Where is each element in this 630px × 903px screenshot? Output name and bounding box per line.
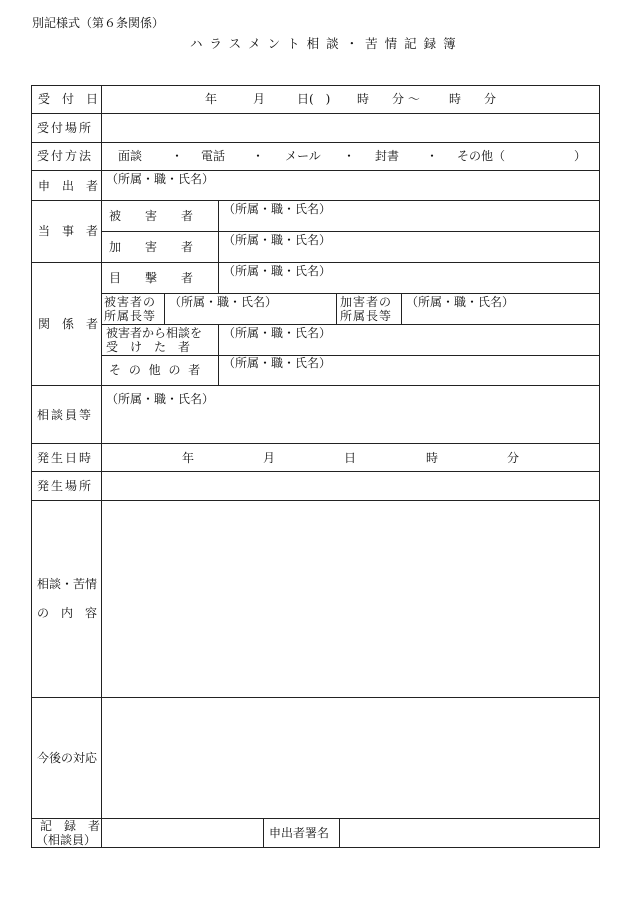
reception-time-minute-start: 分 ～	[392, 92, 420, 106]
related-persons-label: 関 係 者	[38, 317, 99, 331]
recorder-label: 記 録 者	[40, 819, 101, 833]
parties-label: 当 事 者	[38, 224, 99, 238]
applicant-signature-label: 申出者署名	[269, 826, 330, 840]
future-response-label: 今後の対応	[37, 751, 98, 765]
occurrence-place-label: 発生場所	[37, 479, 94, 493]
complaint-content-label: 相談・苦情	[37, 577, 98, 591]
victim-supervisor-label: 被害者の	[104, 295, 157, 309]
consulted-person-field-hint[interactable]: （所属・職・氏名）	[223, 326, 332, 340]
witness-field-hint[interactable]: （所属・職・氏名）	[223, 264, 332, 278]
victim-supervisor-label: 所属長等	[104, 309, 157, 323]
method-option-email[interactable]: メール	[285, 149, 321, 163]
complaint-content-label: の 内 容	[37, 606, 98, 620]
reception-place-field[interactable]	[102, 114, 599, 141]
occurrence-year: 年	[182, 451, 195, 465]
applicant-signature-field[interactable]	[340, 819, 599, 847]
recorder-field[interactable]	[102, 819, 262, 847]
reception-time-hour-end: 時	[449, 92, 462, 106]
reception-date-year: 年	[205, 92, 218, 106]
method-separator: ・	[252, 149, 265, 163]
perpetrator-label: 加 害 者	[109, 240, 194, 254]
applicant-field-hint[interactable]: （所属・職・氏名）	[106, 172, 215, 186]
method-other-close-paren: ）	[574, 149, 587, 163]
counselor-field-hint[interactable]: （所属・職・氏名）	[106, 392, 215, 406]
complaint-content-field[interactable]	[102, 501, 599, 696]
occurrence-month: 月	[263, 451, 276, 465]
consulted-person-label: 被害者から相談を	[106, 326, 203, 340]
victim-field-hint[interactable]: （所属・職・氏名）	[223, 202, 332, 216]
form-reference: 別記様式（第６条関係）	[32, 16, 165, 30]
witness-label: 目 撃 者	[109, 271, 194, 285]
occurrence-place-field[interactable]	[102, 472, 599, 499]
other-persons-field-hint[interactable]: （所属・職・氏名）	[223, 356, 332, 370]
reception-date-day: 日( )	[297, 92, 331, 106]
perpetrator-field-hint[interactable]: （所属・職・氏名）	[223, 233, 332, 247]
method-option-face-to-face[interactable]: 面談	[118, 149, 143, 163]
reception-place-label: 受付場所	[37, 121, 94, 135]
method-option-phone[interactable]: 電話	[201, 149, 226, 163]
method-separator: ・	[426, 149, 439, 163]
occurrence-hour: 時	[426, 451, 439, 465]
perpetrator-supervisor-field-hint[interactable]: （所属・職・氏名）	[406, 295, 515, 309]
method-separator: ・	[171, 149, 184, 163]
reception-time-hour-start: 時	[357, 92, 370, 106]
recorder-label: （相談員）	[36, 833, 97, 847]
victim-supervisor-field-hint[interactable]: （所属・職・氏名）	[169, 295, 278, 309]
reception-date-label: 受 付 日	[38, 92, 99, 106]
reception-time-minute-end: 分	[484, 92, 497, 106]
occurrence-datetime-label: 発生日時	[37, 451, 94, 465]
other-persons-label: そ の 他 の 者	[109, 363, 203, 377]
reception-method-label: 受付方法	[37, 149, 94, 163]
perpetrator-supervisor-label: 加害者の	[340, 295, 393, 309]
form-title: ハラスメント相談・苦情記録簿	[190, 36, 463, 51]
occurrence-minute: 分	[507, 451, 520, 465]
method-option-letter[interactable]: 封書	[375, 149, 400, 163]
perpetrator-supervisor-label: 所属長等	[340, 309, 393, 323]
reception-date-month: 月	[253, 92, 266, 106]
applicant-label: 申 出 者	[38, 179, 99, 193]
victim-label: 被 害 者	[109, 209, 194, 223]
method-option-other[interactable]: その他（	[457, 149, 506, 163]
counselor-label: 相談員等	[37, 408, 94, 422]
occurrence-day: 日	[344, 451, 357, 465]
future-response-field[interactable]	[102, 698, 599, 817]
method-separator: ・	[343, 149, 356, 163]
consulted-person-label: 受 け た 者	[106, 340, 191, 354]
